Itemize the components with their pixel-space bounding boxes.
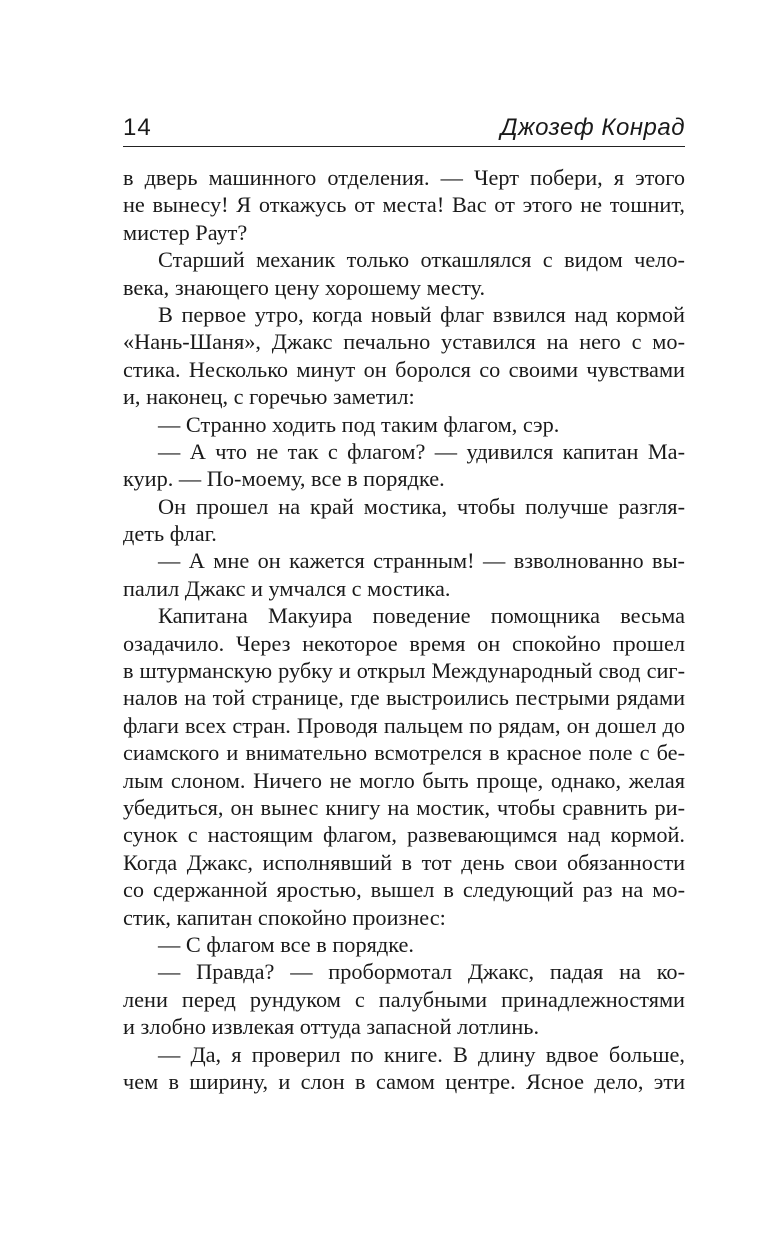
text-line: века, знающего цену хорошему месту.: [123, 274, 486, 300]
text-line: Старший механик только откашлялся с видом чело-: [158, 247, 685, 273]
text-line: стика. Несколько минут он боролся со своими чувствами: [123, 356, 685, 382]
text-line: — Правда? — пробормотал Джакс, падая на ко-: [158, 959, 685, 985]
text-line: озадачило. Через некоторое время он спокойно прошел: [123, 630, 685, 656]
text-line: сунок с настоящим флагом, развевающимся над кормой.: [123, 822, 685, 848]
text-line: со сдержанной яростью, вышел в следующий раз на мо-: [123, 877, 685, 903]
text-line: Он прошел на край мостика, чтобы получше разгля-: [158, 493, 685, 519]
text-line: — Странно ходить под таким флагом, сэр.: [158, 411, 560, 437]
text-line: В первое утро, когда новый флаг взвился над кормой: [158, 301, 685, 327]
text-line: деть флаг.: [123, 521, 217, 547]
text-line: чем в ширину, и слон в самом центре. Ясное дело, эти: [123, 1068, 685, 1094]
text-line: палил Джакс и умчался с мостика.: [123, 575, 451, 601]
text-line: Капитана Макуира поведение помощника весьма: [158, 603, 685, 629]
text-line: мистер Раут?: [123, 219, 248, 245]
text-line: флаги всех стран. Проводя пальцем по рядам, он дошел до: [123, 712, 685, 738]
book-page: [123, 108, 685, 1095]
text-line: — Да, я проверил по книге. В длину вдвое больше,: [158, 1041, 685, 1067]
text-line: лым слоном. Ничего не могло быть проще, однако, желая: [123, 767, 685, 793]
text-line: — С флагом все в порядке.: [158, 931, 414, 957]
text-line: в дверь машинного отделения. — Черт побери, я этого: [123, 165, 685, 190]
page-header: [123, 108, 685, 147]
text-line: — А что не так с флагом? — удивился капитан Ма-: [158, 438, 685, 464]
text-line: налов на той странице, где выстроились пестрыми рядами: [123, 685, 685, 711]
text-line: убедиться, он вынес книгу на мостик, чтобы сравнить ри-: [123, 794, 685, 820]
text-line: и злобно извлекая оттуда запасной лотлинь.: [123, 1014, 540, 1040]
text-line: — А мне он кажется странным! — взволнованно вы-: [158, 548, 685, 574]
text-line: в штурманскую рубку и открыл Международный свод сиг-: [123, 658, 685, 684]
running-title: Джозеф Конрад: [500, 114, 685, 141]
text-line: стик, капитан спокойно произнес:: [123, 904, 446, 930]
text-line: лени перед рундуком с палубными принадлежностями: [123, 986, 685, 1012]
text-line: сиамского и внимательно всмотрелся в красное поле с бе-: [123, 740, 685, 766]
text-line: «Нань-Шаня», Джакс печально уставился на него с мо-: [123, 329, 685, 355]
text-line: куир. — По-моему, все в порядке.: [123, 466, 445, 492]
text-line: и, наконец, с горечью заметил:: [123, 384, 415, 410]
body-text: [123, 164, 685, 1095]
text-line: не вынесу! Я откажусь от места! Вас от этого не тошнит,: [123, 192, 685, 218]
text-line: Когда Джакс, исполнявший в тот день свои обязанности: [123, 849, 685, 875]
page-number: 14: [123, 114, 152, 141]
